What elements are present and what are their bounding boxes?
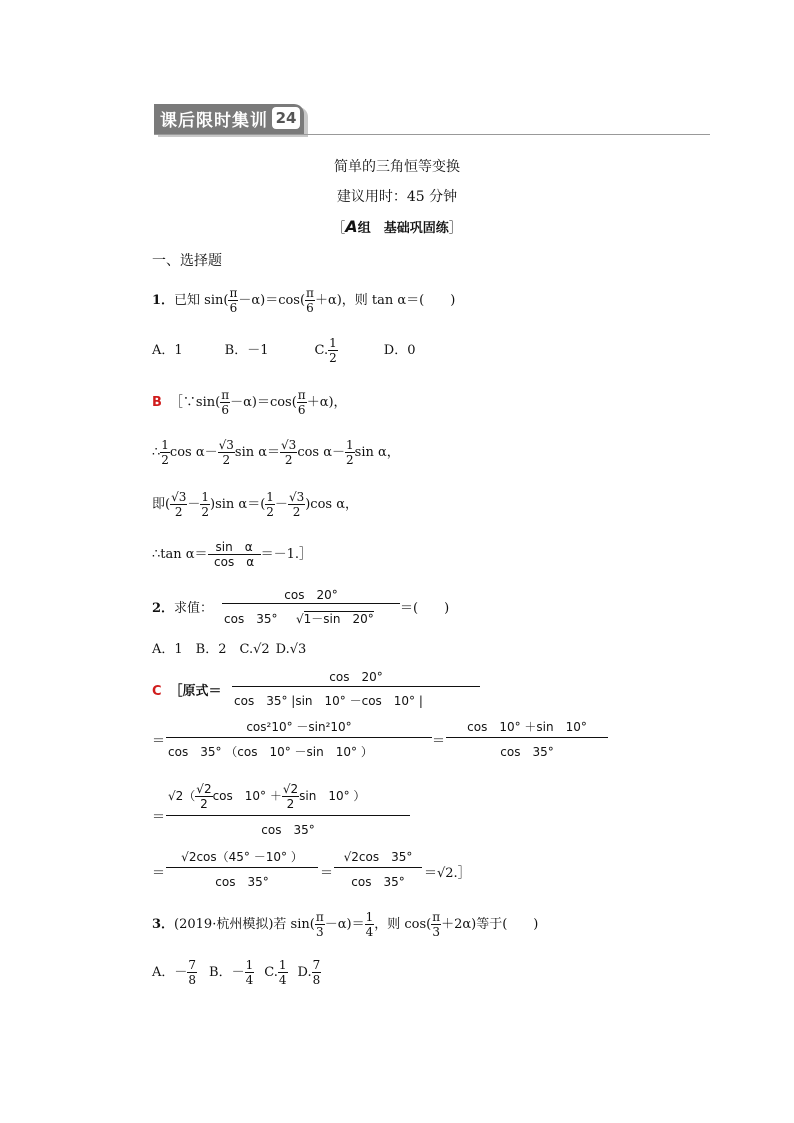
q1-frac-2: $\frac{\pi}{6}$	[306, 286, 314, 315]
q1-number: 1．	[152, 293, 175, 308]
s2-l4-num1: √2cos（45° －10° ）	[181, 850, 303, 864]
header-rule	[154, 134, 710, 135]
section-heading: 一、选择题	[152, 253, 222, 269]
group-heading	[0, 217, 794, 236]
s2-l2-den: cos 35° （cos 10° －sin 10° ）	[168, 745, 373, 759]
s2-l3-bar	[166, 815, 410, 816]
q1-option-c: C.	[314, 343, 329, 358]
s2-l2-bar2	[446, 737, 608, 738]
bracket-close: ］	[448, 221, 462, 236]
q1-option-a: A．1	[152, 343, 183, 358]
s2-l4-end: ＝√2.］	[424, 866, 471, 881]
s1-line-3: 即( $\frac{√3}{2}$ － $\frac{1}{2}$ )sin α＝( $\frac{1}{2}$ － $\frac{√3}{2}$ )cos α，	[152, 490, 358, 519]
s2-l1-den: cos 35° |sin 10° －cos 10° |	[234, 694, 423, 708]
s2-l1-num: cos 20°	[329, 670, 383, 684]
q1-option-b: B．－1	[224, 343, 269, 358]
q3-number: 3．	[152, 917, 175, 932]
s2-l2-den2: cos 35°	[500, 745, 554, 759]
s2-l3-den: cos 35°	[261, 823, 315, 837]
q2-numerator: cos 20°	[284, 588, 338, 602]
q3-option-c: C.	[264, 965, 278, 980]
group-label: 组 基础巩固练	[357, 221, 449, 236]
s2-line-1-lead: C ［原式＝	[152, 684, 222, 699]
q3-option-b: B．－	[209, 965, 245, 980]
q1-option-d: D．0	[383, 343, 416, 358]
q3-options: A．－ $\frac{7}{8}$ B．－ $\frac{1}{4}$ C. $\frac{1}{4}$ D. $\frac{7}{8}$	[152, 958, 321, 987]
s2-l4-den2: cos 35°	[351, 875, 405, 889]
q3-option-d: D.	[297, 965, 312, 980]
q2-frac-bar	[222, 603, 400, 604]
s1-answer: B	[152, 395, 162, 410]
s2-l2-eq: ＝	[152, 734, 166, 749]
s2-l4-den1: cos 35°	[215, 875, 269, 889]
s2-l4-eq2: ＝	[320, 866, 334, 881]
doc-title: 简单的三角恒等变换	[334, 159, 460, 175]
q1-frac-1: $\frac{\pi}{6}$	[229, 286, 238, 315]
question-2: 2．求值：	[152, 601, 214, 616]
bracket-open: ［	[332, 221, 346, 236]
q1-text-b: －α)＝cos(	[238, 293, 306, 308]
header-number: 24	[272, 107, 300, 129]
time-note: 建议用时：45 分钟	[336, 189, 458, 205]
question-3: 3．(2019·杭州模拟)若 sin( $\frac{\pi}{3}$ －α)＝ $\frac{1}{4}$ ，则 cos( $\frac{\pi}{3}$ ＋2α)等于( )	[152, 910, 539, 939]
s1-line-2: ∴ $\frac{1}{2}$ cos α－ $\frac{√3}{2}$ sin α＝ $\frac{√3}{2}$ cos α－ $\frac{1}{2}$ sin α，	[152, 438, 400, 467]
s1-line-1: B ［∵sin( $\frac{\pi}{6}$ －α)＝cos( $\frac{\pi}{6}$ ＋α)，	[152, 388, 347, 417]
s2-l4-bar1	[166, 867, 318, 868]
q2-denominator-a: cos 35°	[224, 612, 278, 626]
s2-l2-eq2: ＝	[432, 734, 446, 749]
q1-option-c-frac: $\frac{1}{2}$	[329, 336, 337, 365]
s2-l2-num2: cos 10° ＋sin 10°	[467, 720, 587, 734]
q2-post: ＝( )	[400, 601, 450, 616]
s2-l2-num: cos²10° －sin²10°	[246, 720, 352, 734]
s2-l4-num2: √2cos 35°	[343, 850, 413, 864]
s2-answer: C	[152, 684, 162, 699]
s2-l3-num: √2（ $\frac{√2}{2}$ cos 10° ＋ $\frac{√2}{2}$ sin 10° ）	[168, 782, 366, 811]
q1-options	[152, 336, 415, 365]
group-letter: A	[345, 217, 358, 236]
s2-l1-bar	[232, 686, 480, 687]
s2-l4-bar2	[334, 867, 422, 868]
question-1	[152, 286, 455, 315]
header-title: 课后限时集训	[160, 111, 268, 131]
q2-denominator-b: √1－sin 20°	[296, 612, 374, 626]
s2-l2-bar	[166, 737, 432, 738]
q1-text-c: ＋α)，则 tan α＝( )	[314, 293, 456, 308]
q2-number: 2．	[152, 601, 175, 616]
q2-options: A．1 B．2 C.√2 D.√3	[152, 642, 307, 657]
q3-option-a: A．－	[152, 965, 188, 980]
s1-line-4: ∴tan α＝ $\frac{\text{sin α}}{\text{cos α}}$ ＝－1.］	[152, 540, 313, 569]
s2-l3-eq: ＝	[152, 810, 166, 825]
s2-l4-eq: ＝	[152, 866, 166, 881]
q1-text-a: 已知 sin(	[174, 293, 229, 308]
